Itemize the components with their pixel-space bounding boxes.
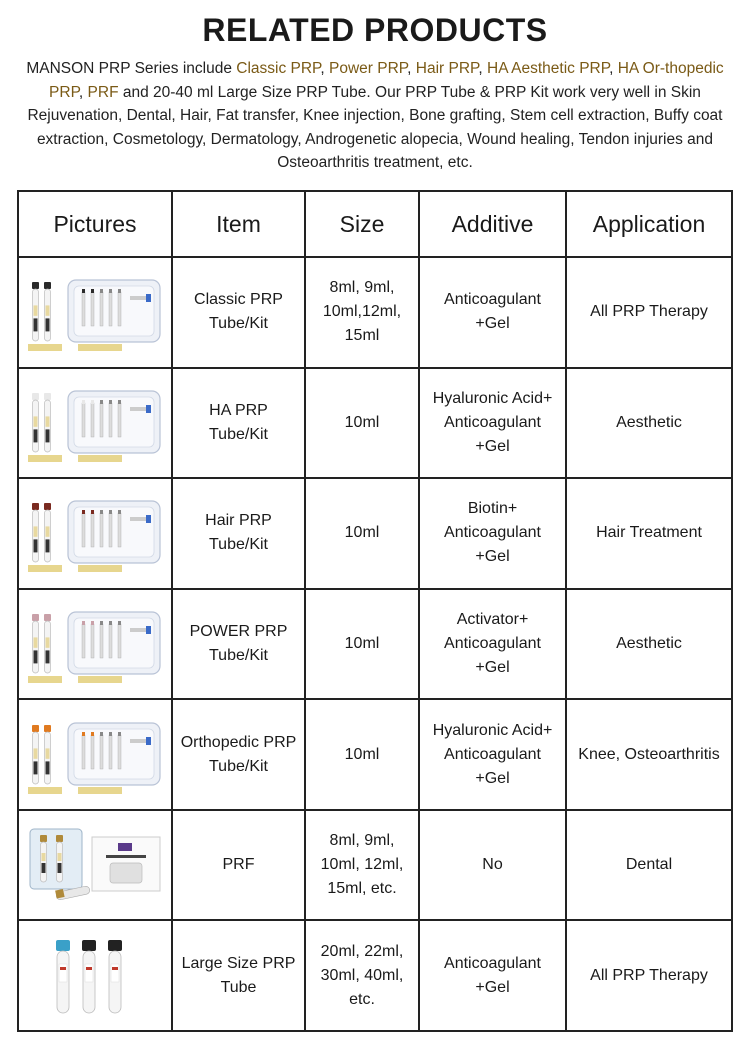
cell-item: Orthopedic PRP Tube/Kit (172, 699, 305, 810)
intro-separator: , (78, 83, 88, 101)
intro-text-before: MANSON PRP Series include (26, 60, 237, 77)
cell-application: Aesthetic (566, 368, 732, 479)
cell-additive: Hyaluronic Acid+ Anticoagulant +Gel (419, 699, 566, 810)
tube-icon (44, 503, 51, 562)
cell-size: 10ml (305, 699, 419, 810)
cell-application: Dental (566, 810, 732, 921)
header-additive: Additive (419, 191, 566, 257)
tube-icon (56, 940, 70, 1013)
table-row (18, 920, 732, 1031)
cell-application: Aesthetic (566, 589, 732, 700)
cell-application: Hair Treatment (566, 478, 732, 589)
table-row (18, 257, 732, 368)
cell-picture (18, 699, 172, 810)
cell-item: Classic PRP Tube/Kit (172, 257, 305, 368)
table-row (18, 478, 732, 589)
cell-additive: Hyaluronic Acid+ Anticoagulant +Gel (419, 368, 566, 479)
cell-additive: No (419, 810, 566, 921)
table-row (18, 810, 732, 921)
header-size: Size (305, 191, 419, 257)
tube-icon (32, 282, 39, 341)
intro-highlight-product: Power PRP (329, 60, 408, 77)
product-image (26, 602, 164, 686)
cell-picture (18, 810, 172, 921)
product-image (26, 381, 164, 465)
cell-picture (18, 257, 172, 368)
tube-icon (44, 614, 51, 673)
cell-picture (18, 478, 172, 589)
cell-size: 8ml, 9ml, 10ml, 12ml, 15ml, etc. (305, 810, 419, 921)
table-row (18, 589, 732, 700)
cell-application: All PRP Therapy (566, 257, 732, 368)
intro-highlight-product: HA Or-thopedic PRP (49, 60, 724, 101)
cell-additive: Biotin+ Anticoagulant +Gel (419, 478, 566, 589)
tube-icon (44, 282, 51, 341)
product-image (26, 823, 164, 907)
table-row (18, 699, 732, 810)
header-pictures: Pictures (18, 191, 172, 257)
intro-separator: , (407, 60, 416, 77)
tube-icon (32, 503, 39, 562)
product-image (26, 491, 164, 575)
cell-picture (18, 368, 172, 479)
header-application: Application (566, 191, 732, 257)
tube-icon (32, 393, 39, 452)
tube-icon (44, 725, 51, 784)
cell-picture (18, 920, 172, 1031)
product-image (26, 713, 164, 797)
intro-separator: , (609, 60, 618, 77)
cell-item: Hair PRP Tube/Kit (172, 478, 305, 589)
intro-highlight-product: Classic PRP (236, 60, 321, 77)
intro-highlight-product: HA Aesthetic PRP (487, 60, 610, 77)
cell-size: 8ml, 9ml, 10ml,12ml, 15ml (305, 257, 419, 368)
products-table (17, 190, 733, 1032)
cell-item: POWER PRP Tube/Kit (172, 589, 305, 700)
cell-application: Knee, Osteoarthritis (566, 699, 732, 810)
cell-size: 10ml (305, 478, 419, 589)
page-title: RELATED PRODUCTS (202, 12, 548, 48)
tube-icon (32, 614, 39, 673)
intro-highlight-product: PRF (87, 83, 119, 101)
tube-icon (44, 393, 51, 452)
table-header-row (18, 191, 732, 257)
product-image (26, 270, 164, 354)
cell-size: 10ml (305, 589, 419, 700)
tube-icon (32, 725, 39, 784)
intro-separator: , (478, 60, 487, 77)
intro-separator: , (320, 60, 330, 77)
intro-text-after: and 20-40 ml Large Size PRP Tube. Our PRP Tube & PRP Kit work very well in Skin Rejuvenation, Dental, Hair, Fat transfer, Knee injection, Bone grafting, Stem cell extraction, Buffy coat extraction, Cosmetology, Dermatology, Androgenetic alopecia, Wound healing, Tendon injuries and Osteoarthritis treatment, etc. (27, 83, 723, 171)
tube-icon (108, 940, 122, 1013)
product-image (26, 934, 164, 1018)
cell-size: 20ml, 22ml, 30ml, 40ml, etc. (305, 920, 419, 1031)
tube-icon (82, 940, 96, 1013)
table-row (18, 368, 732, 479)
cell-item: PRF (172, 810, 305, 921)
cell-size: 10ml (305, 368, 419, 479)
intro-highlight-product: Hair PRP (415, 60, 479, 77)
cell-item: HA PRP Tube/Kit (172, 368, 305, 479)
intro-paragraph (24, 57, 726, 175)
cell-additive: Activator+ Anticoagulant +Gel (419, 589, 566, 700)
cell-item: Large Size PRP Tube (172, 920, 305, 1031)
cell-additive: Anticoagulant +Gel (419, 257, 566, 368)
header-item: Item (172, 191, 305, 257)
cell-application: All PRP Therapy (566, 920, 732, 1031)
cell-picture (18, 589, 172, 700)
cell-additive: Anticoagulant +Gel (419, 920, 566, 1031)
